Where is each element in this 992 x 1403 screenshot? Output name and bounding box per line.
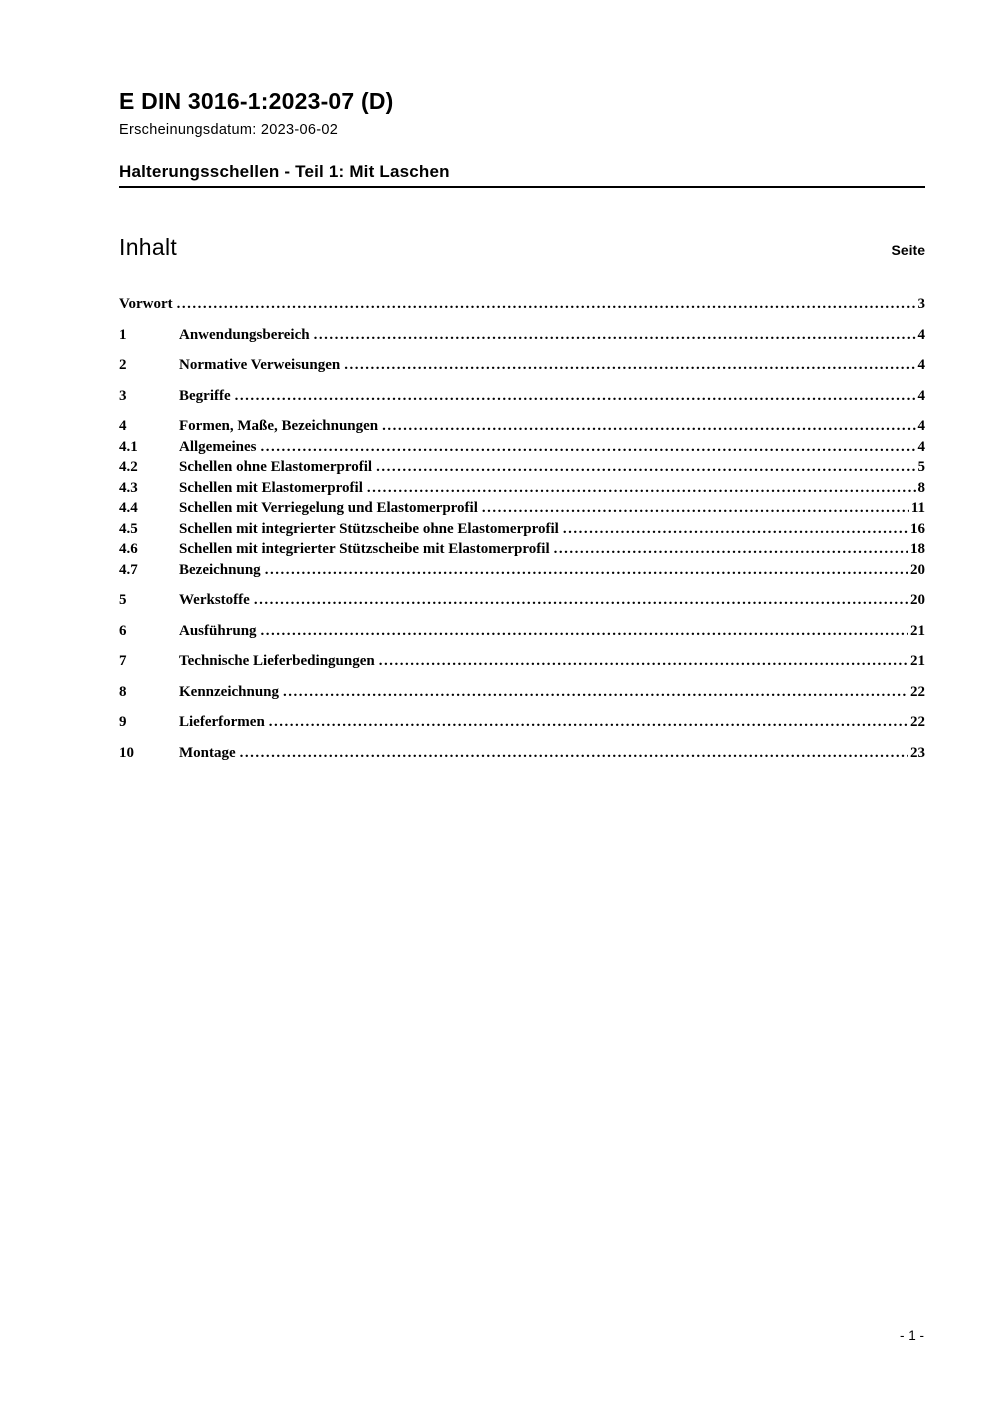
toc-header bbox=[119, 234, 925, 261]
toc-entry-title: Normative Verweisungen bbox=[179, 357, 341, 373]
toc-entry-page: 21 bbox=[910, 622, 925, 639]
toc-leader-dots bbox=[314, 325, 916, 346]
toc-entry-number: 3 bbox=[119, 387, 127, 404]
toc-leader-dots bbox=[260, 437, 915, 458]
toc-entry-page: 22 bbox=[910, 683, 925, 700]
toc-entry[interactable] bbox=[119, 590, 925, 611]
document-header bbox=[119, 88, 925, 188]
toc-leader-dots bbox=[261, 621, 908, 642]
toc-heading: Inhalt bbox=[119, 234, 178, 260]
toc-entry-page: 18 bbox=[910, 541, 925, 557]
toc-entry[interactable] bbox=[119, 539, 925, 560]
toc-entry[interactable] bbox=[119, 325, 925, 346]
toc-entry[interactable] bbox=[119, 712, 925, 733]
toc-entry[interactable] bbox=[119, 416, 925, 437]
toc-entry-number: 4.1 bbox=[119, 438, 138, 455]
toc-entry-number: 2 bbox=[119, 357, 127, 373]
toc-leader-dots bbox=[379, 651, 908, 672]
toc-leader-dots bbox=[177, 294, 916, 315]
toc-entry-title: Anwendungsbereich bbox=[179, 326, 310, 343]
toc-entry-number: 5 bbox=[119, 592, 127, 608]
toc-leader-dots bbox=[283, 682, 908, 703]
toc-entry-page: 4 bbox=[917, 387, 925, 404]
toc-entry[interactable] bbox=[119, 651, 925, 672]
toc-entry[interactable] bbox=[119, 437, 925, 458]
toc-entry-title: Schellen mit integrierter Stützscheibe ohne Elastomerprofil bbox=[179, 520, 559, 537]
toc-leader-dots bbox=[269, 712, 908, 733]
toc-leader-dots bbox=[254, 590, 908, 611]
toc-entry-title: Lieferformen bbox=[179, 714, 265, 730]
toc-entry-page: 5 bbox=[917, 459, 925, 475]
toc-entry-title: Begriffe bbox=[179, 387, 231, 404]
toc-leader-dots bbox=[235, 386, 916, 407]
toc-entry[interactable] bbox=[119, 682, 925, 703]
toc-entry-page: 11 bbox=[910, 500, 925, 516]
toc-leader-dots bbox=[563, 519, 908, 540]
toc-entry-number: 4 bbox=[119, 418, 127, 434]
toc-entry-title: Ausführung bbox=[179, 622, 257, 639]
table-of-contents bbox=[119, 234, 925, 763]
toc-entry-number: 7 bbox=[119, 653, 127, 669]
toc-leader-dots bbox=[376, 457, 915, 478]
toc-entry-title: Kennzeichnung bbox=[179, 683, 280, 700]
doc-title: Halterungsschellen - Teil 1: Mit Laschen bbox=[119, 162, 925, 188]
toc-entry-title: Schellen ohne Elastomerprofil bbox=[179, 459, 373, 475]
toc-entry-page: 21 bbox=[910, 653, 925, 669]
toc-entry[interactable] bbox=[119, 294, 925, 315]
release-date: Erscheinungsdatum: 2023-06-02 bbox=[119, 122, 339, 138]
page-footer bbox=[900, 1328, 924, 1343]
toc-entry-page: 23 bbox=[910, 744, 925, 761]
toc-leader-dots bbox=[240, 743, 908, 764]
doc-number: E DIN 3016-1:2023-07 (D) bbox=[119, 88, 394, 114]
toc-entry-title: Formen, Maße, Bezeichnungen bbox=[179, 418, 379, 434]
toc-entry-number: 10 bbox=[119, 744, 134, 761]
toc-entry-title: Vorwort bbox=[119, 296, 173, 312]
toc-leader-dots bbox=[344, 355, 915, 376]
toc-entry-number: 9 bbox=[119, 714, 127, 730]
toc-entry-title: Schellen mit Verriegelung und Elastomerprofil bbox=[179, 500, 478, 516]
toc-entry-page: 22 bbox=[910, 714, 925, 730]
toc-entry-title: Bezeichnung bbox=[179, 561, 261, 578]
toc-entry[interactable] bbox=[119, 498, 925, 519]
toc-entry[interactable] bbox=[119, 457, 925, 478]
toc-entry[interactable] bbox=[119, 560, 925, 581]
toc-entry-number: 1 bbox=[119, 326, 127, 343]
toc-leader-dots bbox=[367, 478, 916, 499]
toc-entry-title: Werkstoffe bbox=[179, 592, 250, 608]
toc-entry[interactable] bbox=[119, 386, 925, 407]
toc-entry-number: 6 bbox=[119, 622, 127, 639]
toc-entry-page: 16 bbox=[910, 520, 925, 537]
toc-entry[interactable] bbox=[119, 519, 925, 540]
toc-entry-page: 20 bbox=[910, 592, 925, 608]
toc-entry-page: 20 bbox=[910, 561, 925, 578]
toc-leader-dots bbox=[265, 560, 908, 581]
toc-entry-number: 4.7 bbox=[119, 561, 138, 578]
toc-entry[interactable] bbox=[119, 621, 925, 642]
toc-entry-page: 4 bbox=[917, 326, 925, 343]
toc-entry-number: 4.4 bbox=[119, 500, 138, 516]
toc-entry-number: 8 bbox=[119, 683, 127, 700]
toc-list bbox=[119, 294, 925, 763]
toc-leader-dots bbox=[554, 539, 908, 560]
toc-entry-title: Montage bbox=[179, 744, 236, 761]
toc-entry[interactable] bbox=[119, 743, 925, 764]
toc-leader-dots bbox=[482, 498, 909, 519]
toc-entry-title: Schellen mit Elastomerprofil bbox=[179, 479, 363, 496]
toc-leader-dots bbox=[382, 416, 915, 437]
toc-entry-page: 8 bbox=[917, 479, 925, 496]
toc-entry-title: Technische Lieferbedingungen bbox=[179, 653, 375, 669]
toc-entry-page: 4 bbox=[917, 357, 925, 373]
toc-entry-number: 4.2 bbox=[119, 459, 138, 475]
toc-entry-title: Allgemeines bbox=[179, 438, 257, 455]
toc-entry-number: 4.6 bbox=[119, 541, 138, 557]
toc-entry-page: 4 bbox=[917, 438, 925, 455]
page-number: - 1 - bbox=[899, 1328, 924, 1343]
toc-page-column-label: Seite bbox=[891, 242, 925, 258]
toc-entry-number: 4.5 bbox=[119, 520, 138, 537]
toc-entry-page: 3 bbox=[917, 296, 925, 312]
toc-entry[interactable] bbox=[119, 355, 925, 376]
toc-entry[interactable] bbox=[119, 478, 925, 499]
toc-entry-page: 4 bbox=[917, 418, 925, 434]
toc-entry-number: 4.3 bbox=[119, 479, 138, 496]
toc-entry-title: Schellen mit integrierter Stützscheibe mit Elastomerprofil bbox=[179, 541, 550, 557]
